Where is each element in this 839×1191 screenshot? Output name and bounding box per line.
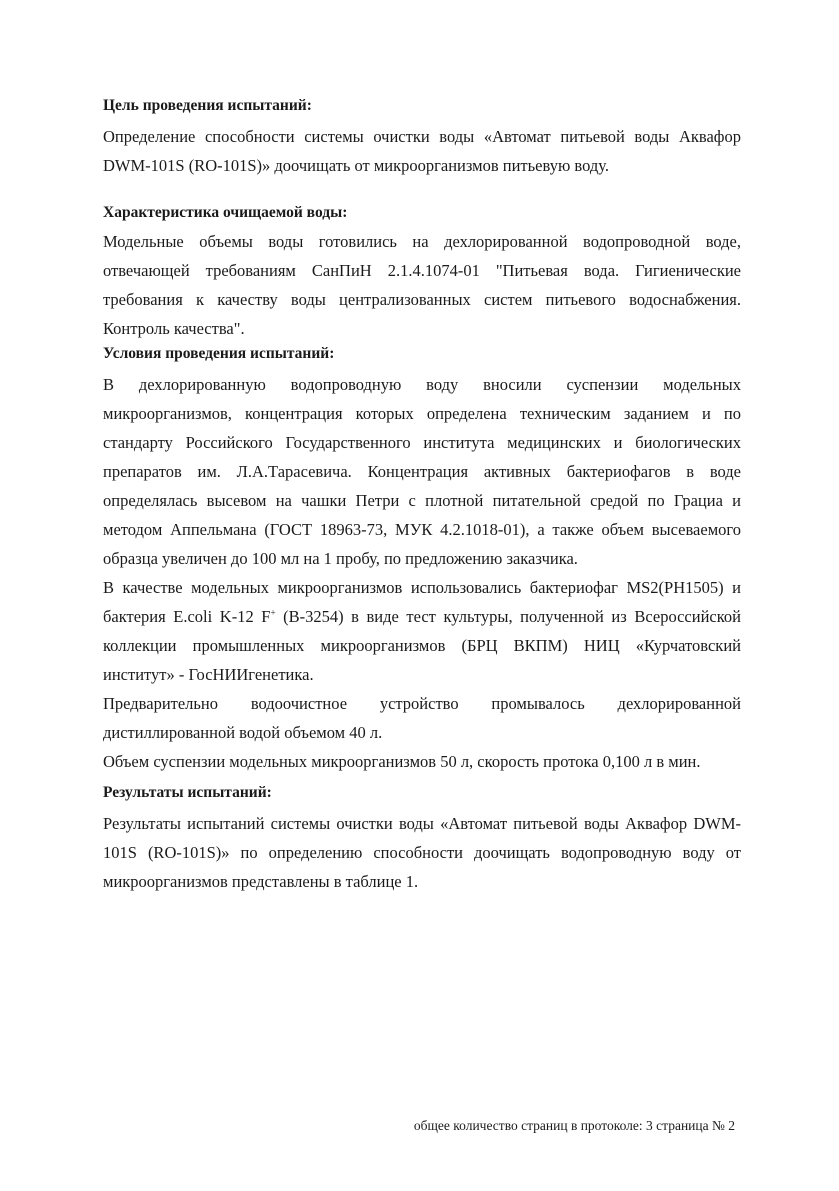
- results-heading: Результаты испытаний:: [103, 784, 272, 801]
- conditions-paragraph-2: [103, 573, 741, 689]
- water-heading: Характеристика очищаемой воды:: [103, 204, 348, 221]
- conditions-p2-after: (B-3254) в виде тест культуры, полученной из Всероссийской коллекции промышленных микроорганизмов (БРЦ ВКПМ) НИЦ «Курчатовский институт» - ГосНИИгенетика.: [103, 607, 741, 684]
- section-results: [103, 783, 741, 896]
- conditions-paragraph-1: В дехлорированную водопроводную воду вносили суспензии модельных микроорганизмов, концентрация которых определена техническим заданием и по стандарту Российского Государственного института медицинских и биологических препаратов им. Л.А.Тарасевича. Концентрация активных бактериофагов в воде определялась высевом на чашки Петри с плотной питательной средой по Грациа и методом Аппельмана (ГОСТ 18963-73, МУК 4.2.1018-01), а также объем высеваемого образца увеличен до 100 мл на 1 пробу, по предложению заказчика.: [103, 375, 741, 568]
- conditions-p2-before: В качестве модельных микроорганизмов использовались бактериофаг MS2(PH1505) и бактерия E.coli K-12 F: [103, 578, 741, 626]
- section-water: [103, 203, 741, 343]
- page-footer: общее количество страниц в протоколе: 3 страница № 2: [413, 1118, 735, 1133]
- conditions-paragraph-4: Объем суспензии модельных микроорганизмов 50 л, скорость протока 0,100 л в мин.: [103, 752, 701, 771]
- conditions-p2-sup: +: [270, 607, 276, 618]
- conditions-paragraph-3: Предварительно водоочистное устройство промывалось дехлорированной дистиллированной водой объемом 40 л.: [103, 694, 741, 742]
- section-conditions: [103, 344, 741, 776]
- section-purpose: [103, 96, 741, 180]
- results-text: Результаты испытаний системы очистки воды «Автомат питьевой воды Аквафор DWM-101S (RO-101S)» по определению способности доочищать водопроводную воду от микроорганизмов представлены в таблице 1.: [103, 814, 741, 891]
- water-text: Модельные объемы воды готовились на дехлорированной водопроводной воде, отвечающей требованиям СанПиН 2.1.4.1074-01 "Питьевая вода. Гигиенические требования к качеству воды централизованных систем питьевого водоснабжения. Контроль качества".: [103, 232, 741, 338]
- conditions-heading: Условия проведения испытаний:: [103, 345, 335, 362]
- purpose-heading: Цель проведения испытаний:: [103, 97, 312, 114]
- purpose-text: Определение способности системы очистки воды «Автомат питьевой воды Аквафор DWM-101S (RO-101S)» доочищать от микроорганизмов питьевую воду.: [103, 127, 741, 175]
